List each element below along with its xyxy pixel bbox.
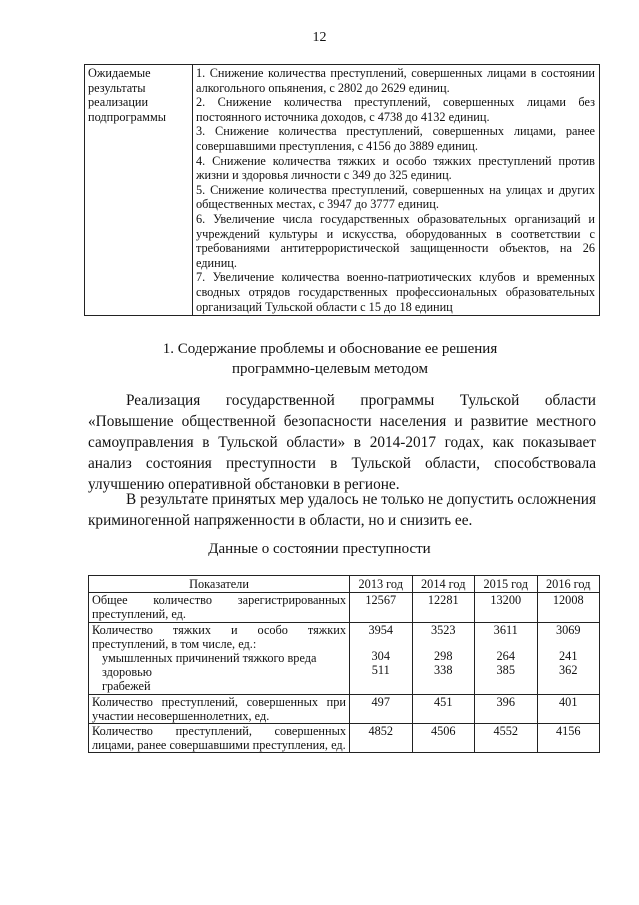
cell-value: 298 bbox=[434, 648, 453, 663]
result-item-4: 4. Снижение количества тяжких и особо тяжких преступлений против жизни и здоровья личности с 349 до 325 единиц. bbox=[196, 153, 595, 183]
result-item-3: 3. Снижение количества преступлений, совершенных лицами, ранее совершавшими преступления, с 4156 до 3889 единиц. bbox=[196, 124, 595, 153]
cell-value: 362 bbox=[559, 663, 578, 678]
row-label: Общее количество зарегистрированных преступлений, ед. bbox=[89, 593, 350, 622]
cell-value-group bbox=[412, 622, 475, 694]
row-label bbox=[89, 622, 350, 694]
cell-value: 304 bbox=[371, 648, 390, 663]
result-item-6: 6. Увеличение числа государственных образовательных организаций и учреждений культуры и искусства, оборудованных в соответствии с требованиями антитеррористической защищенности объектов, на 26 единиц. bbox=[196, 211, 595, 270]
row-label: Количество преступлений, совершенных лицами, ранее совершавшими преступления, ед. bbox=[89, 724, 350, 753]
cell-value-group bbox=[475, 622, 538, 694]
table-row bbox=[89, 622, 600, 694]
cell-value: 3611 bbox=[493, 622, 518, 637]
row-sublabel-harm: умышленных причинений тяжкого вреда здоровью bbox=[102, 651, 317, 680]
expected-results-table bbox=[84, 64, 600, 316]
table-caption: Данные о состоянии преступности bbox=[208, 541, 431, 557]
header-2016: 2016 год bbox=[537, 576, 600, 593]
cell-value: 497 bbox=[350, 694, 413, 723]
cell-value: 385 bbox=[496, 663, 515, 678]
paragraph-1: Реализация государственной программы Тульской области «Повышение общественной безопасности населения и развитие местного самоуправления в Тульской области» в 2014-2017 годах, как показывает анализ состояния преступности в Тульской области, способствовала улучшению оперативной обстановки в регионе. bbox=[88, 392, 596, 493]
table-row bbox=[89, 593, 600, 622]
result-item-5: 5. Снижение количества преступлений, совершенных на улицах и других общественных местах, с 3947 до 3777 единиц. bbox=[196, 182, 595, 212]
cell-value: 511 bbox=[371, 663, 390, 678]
cell-value-group bbox=[350, 622, 413, 694]
expected-results-list bbox=[193, 65, 600, 316]
row-label: Количество преступлений, совершенных при участии несовершеннолетних, ед. bbox=[89, 694, 350, 723]
cell-value: 4506 bbox=[412, 724, 475, 753]
cell-value: 451 bbox=[412, 694, 475, 723]
cell-value: 3954 bbox=[368, 622, 394, 637]
cell-value: 396 bbox=[475, 694, 538, 723]
row-label-main: Количество тяжких и особо тяжких преступлений, в том числе, ед.: bbox=[92, 622, 346, 651]
section-title-line-2: программно-целевым методом bbox=[232, 361, 428, 377]
cell-value: 3523 bbox=[430, 622, 456, 637]
table-row bbox=[89, 724, 600, 753]
cell-value: 12567 bbox=[350, 593, 413, 622]
header-indicators: Показатели bbox=[89, 576, 350, 593]
section-title-line-1: 1. Содержание проблемы и обоснование ее решения bbox=[162, 341, 498, 357]
cell-value: 4852 bbox=[350, 724, 413, 753]
section-title bbox=[60, 339, 600, 379]
cell-value: 4552 bbox=[475, 724, 538, 753]
cell-value: 12008 bbox=[537, 593, 600, 622]
header-2013: 2013 год bbox=[350, 576, 413, 593]
cell-value: 401 bbox=[537, 694, 600, 723]
cell-value: 264 bbox=[496, 648, 515, 663]
table-row bbox=[89, 694, 600, 723]
cell-value: 12281 bbox=[412, 593, 475, 622]
table-header-row bbox=[89, 576, 600, 593]
crime-stats-table bbox=[88, 575, 600, 753]
paragraph-2: В результате принятых мер удалось не только не допустить осложнения криминогенной напряженности в области, но и снизить ее. bbox=[88, 491, 596, 529]
result-item-1: 1. Снижение количества преступлений, совершенных лицами в состоянии алкогольного опьянения, с 2802 до 2629 единиц. bbox=[196, 66, 595, 95]
header-2015: 2015 год bbox=[475, 576, 538, 593]
result-item-2: 2. Снижение количества преступлений, совершенных лицами без постоянного источника доходов, с 4738 до 4132 единиц. bbox=[196, 95, 595, 124]
cell-value: 3069 bbox=[555, 622, 581, 637]
result-item-7: 7. Увеличение количества военно-патриотических клубов и временных сводных отрядов государственных профессиональных образовательных организаций Тульской области с 15 до 18 единиц bbox=[196, 270, 595, 314]
cell-value: 4156 bbox=[537, 724, 600, 753]
cell-value: 338 bbox=[434, 663, 453, 678]
row-sublabel-robbery: грабежей bbox=[102, 679, 151, 694]
page-number: 12 bbox=[312, 30, 327, 45]
expected-results-row bbox=[85, 65, 600, 316]
expected-results-label: Ожидаемые результаты реализации подпрограммы bbox=[85, 65, 193, 316]
header-2014: 2014 год bbox=[412, 576, 475, 593]
cell-value-group bbox=[537, 622, 600, 694]
cell-value: 13200 bbox=[475, 593, 538, 622]
cell-value: 241 bbox=[559, 648, 578, 663]
